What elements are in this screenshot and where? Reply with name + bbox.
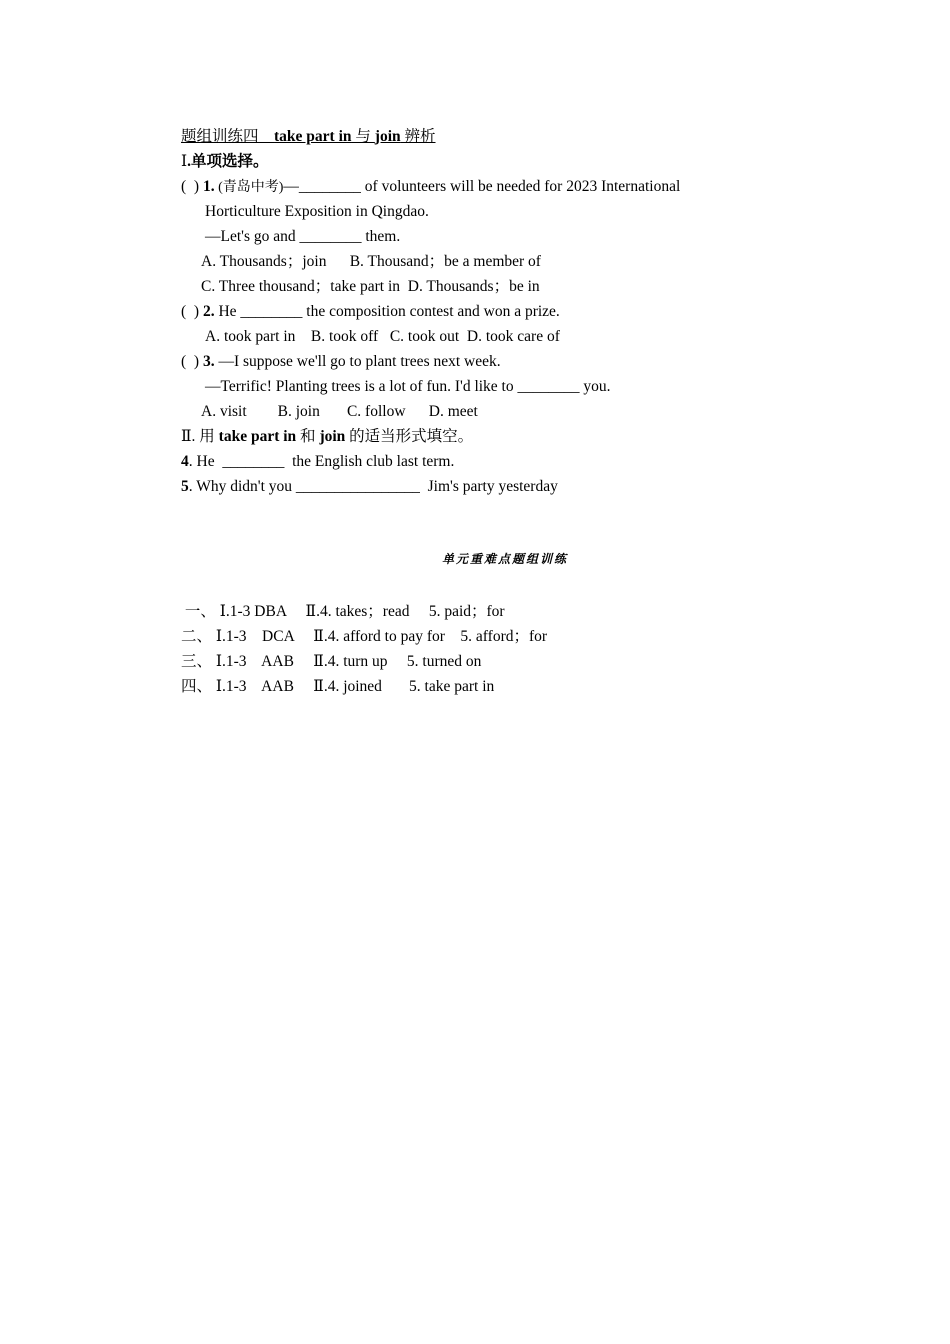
q3-line-1: [181, 352, 501, 372]
q5-line: [181, 477, 558, 497]
q5-number: 5: [181, 478, 189, 495]
part2-suffix: 的适当形式填空。: [345, 428, 474, 445]
part2-keyword-1: take part in: [218, 428, 297, 445]
q2-line: [181, 302, 560, 322]
answer-line-1: 一、 Ⅰ.1-3 DBA Ⅱ.4. takes；read 5. paid；for: [181, 603, 505, 620]
q3-answer-paren: ( ): [181, 353, 203, 370]
q1-source: (青岛中考): [214, 180, 284, 195]
q2-answer-paren: ( ): [181, 303, 203, 320]
q4-line: [181, 452, 454, 472]
section-title-prefix: 题组训练四: [181, 128, 275, 145]
part2-keyword-2: join: [319, 428, 346, 445]
q2-text: He ________ the composition contest and won a prize.: [214, 303, 560, 320]
answer-line-4: 四、 Ⅰ.1-3 AAB Ⅱ.4. joined 5. take part in: [181, 678, 495, 695]
part2-mid: 和: [296, 428, 320, 445]
answers-title: 单元重难点题组训练: [441, 552, 568, 566]
q2-options: A. took part in B. took off C. took out D. took care of: [205, 328, 560, 345]
q3-options: A. visit B. join C. follow D. meet: [201, 403, 478, 420]
q1-line-3: —Let's go and ________ them.: [205, 228, 401, 245]
section-title-mid: 与: [351, 128, 375, 145]
part1-number: Ⅰ: [181, 153, 188, 170]
answer-line-2: 二、 Ⅰ.1-3 DCA Ⅱ.4. afford to pay for 5. afford；for: [181, 628, 548, 645]
part1-heading: [181, 152, 269, 172]
q1-options-ab: A. Thousands；join B. Thousand；be a member of: [201, 253, 541, 270]
part2-heading: [181, 427, 473, 447]
q2-number: 2.: [202, 303, 215, 320]
answer-line-3: 三、 Ⅰ.1-3 AAB Ⅱ.4. turn up 5. turned on: [181, 653, 482, 670]
q1-options-cd: C. Three thousand；take part in D. Thousands；be in: [201, 278, 540, 295]
q3-line-2: —Terrific! Planting trees is a lot of fun. I'd like to ________ you.: [205, 378, 611, 395]
q3-text-1: —I suppose we'll go to plant trees next week.: [214, 353, 501, 370]
section-title: [181, 127, 436, 147]
part1-text: .单项选择。: [187, 153, 269, 170]
q4-number: 4: [181, 453, 189, 470]
q1-line-2: Horticulture Exposition in Qingdao.: [205, 203, 429, 220]
q1-answer-paren: ( ): [181, 178, 203, 195]
section-title-keyword-2: join: [374, 128, 401, 145]
q3-number: 3.: [202, 353, 215, 370]
q4-text: . He ________ the English club last term.: [188, 453, 455, 470]
q1-number: 1.: [202, 178, 215, 195]
q5-text: . Why didn't you ________________ Jim's party yesterday: [188, 478, 558, 495]
q1-line-1: [181, 177, 680, 198]
q1-text-1: —________ of volunteers will be needed for 2023 International: [283, 178, 681, 195]
section-title-suffix: 辨析: [400, 128, 436, 145]
section-title-keyword-1: take part in: [274, 128, 352, 145]
part2-prefix: Ⅱ. 用: [181, 428, 219, 445]
